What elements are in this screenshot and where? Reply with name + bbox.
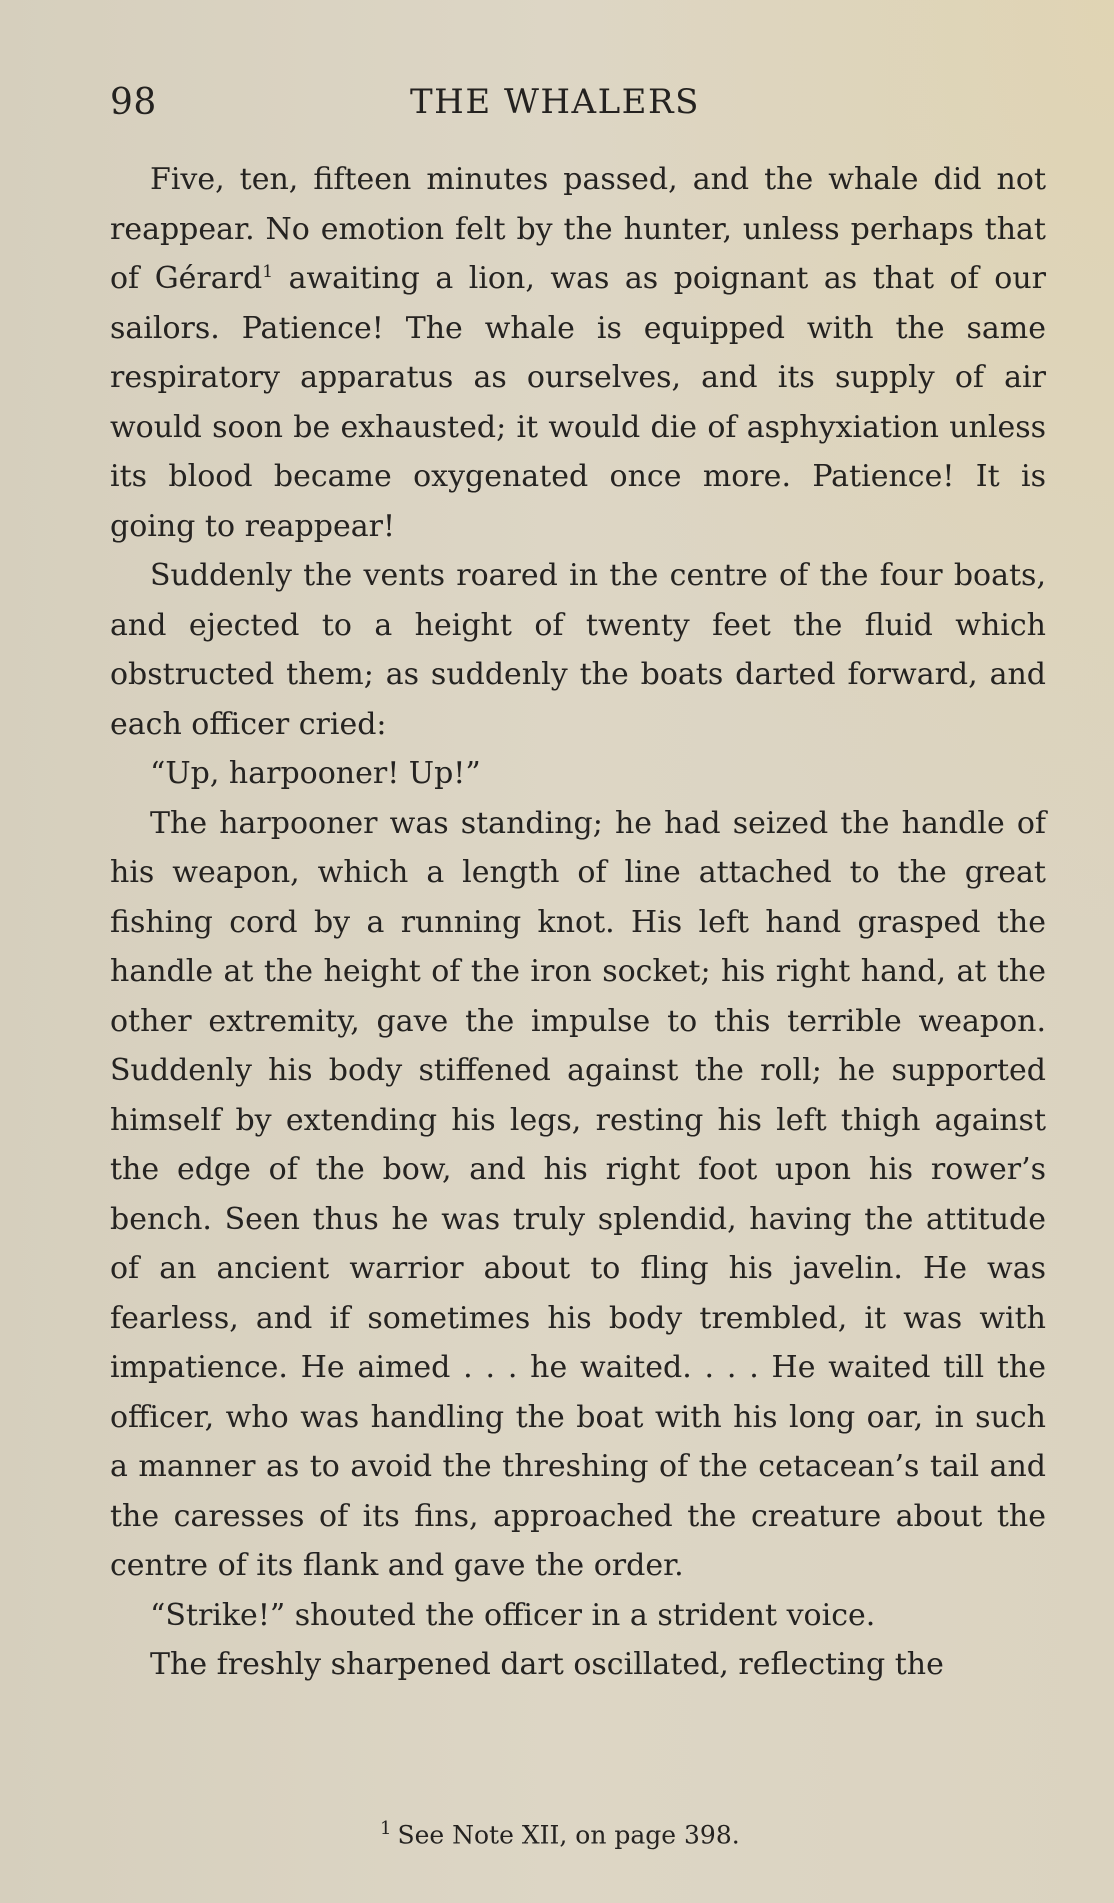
paragraph bbox=[110, 155, 1046, 551]
paragraph-text: Five, ten, fifteen minutes passed, and the whale did not reappear. No emotion felt by the hunter, unless perhaps that of Gérard bbox=[110, 162, 1046, 296]
page-header bbox=[110, 82, 1054, 132]
paragraph: The harpooner was standing; he had seized the handle of his weapon, which a length of line attached to the great fishing cord by a running knot. His left hand grasped the handle at the height of the iron socket; his right hand, at the other extremity, gave the impulse to this terrible weapon. Suddenly his body stiffened against the roll; he supported himself by extending his legs, resting his left thigh against the edge of the bow, and his right foot upon his rower’s bench. Seen thus he was truly splendid, having the attitude of an ancient warrior about to fling his javelin. He was fearless, and if sometimes his body trembled, it was with impatience. He aimed . . . he waited. . . . He waited till the officer, who was handling the boat with his long oar, in such a manner as to avoid the threshing of the cetacean’s tail and the caresses of its fins, approached the creature about the centre of its flank and gave the order. bbox=[110, 805, 1046, 1583]
footnote-text: See Note XII, on page 398. bbox=[397, 1820, 740, 1850]
footnote bbox=[380, 1818, 740, 1849]
paragraph-text: awaiting a lion, was as poignant as that of our sailors. Patience! The whale is equipped with the same respiratory apparatus as ourselves, and its supply of air would soon be exhausted; it would die of asphyxiation unless its blood became oxygenated once more. Patience! It is going to reappear! bbox=[110, 261, 1046, 544]
footnote-reference: 1 bbox=[262, 262, 274, 282]
paragraph: Suddenly the vents roared in the centre of the four boats, and ejected to a height of twenty feet the fluid which obstructed them; as suddenly the boats darted forward, and each officer cried: bbox=[110, 558, 1046, 742]
running-head: THE WHALERS bbox=[410, 82, 700, 122]
paragraph: The freshly sharpened dart oscillated, reflecting the bbox=[150, 1647, 944, 1682]
paragraph: “Up, harpooner! Up!” bbox=[150, 756, 481, 791]
footnote-mark: 1 bbox=[380, 1818, 392, 1839]
body-text bbox=[110, 155, 1046, 1690]
paragraph: “Strike!” shouted the officer in a strident voice. bbox=[150, 1597, 876, 1633]
page-number: 98 bbox=[110, 82, 157, 123]
